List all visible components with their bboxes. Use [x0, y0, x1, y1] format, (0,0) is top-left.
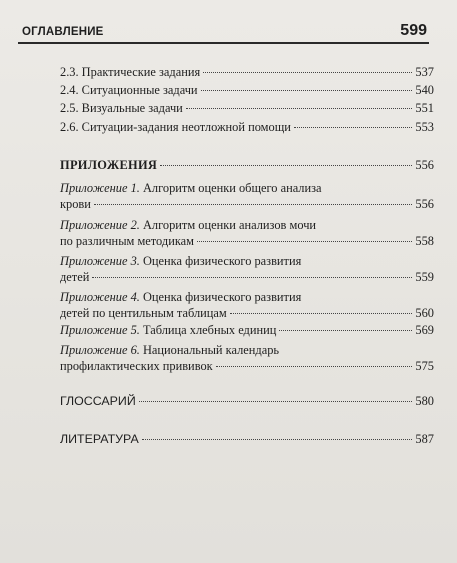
toc-appendix-heading[interactable] [60, 157, 434, 173]
appendix-heading-page: 556 [415, 158, 434, 172]
glossary-page: 580 [415, 394, 434, 408]
appendix-title-line2: профилактических прививок [60, 359, 213, 373]
leader-dots [139, 401, 413, 402]
leader-dots [279, 330, 412, 331]
appendix-prefix: Приложение 1. [60, 181, 140, 195]
appendix-page: 575 [415, 359, 434, 373]
leader-dots [186, 108, 413, 109]
toc-appendix-entry[interactable] [60, 217, 434, 249]
leader-dots [160, 165, 412, 166]
leader-dots [142, 439, 413, 440]
toc-appendix-entry[interactable] [60, 180, 434, 212]
appendix-title-line1: Алгоритм оценки общего анализа [139, 181, 322, 195]
toc-appendix-entry[interactable] [60, 289, 434, 321]
toc-entry[interactable] [60, 64, 434, 80]
appendix-title-line1: Алгоритм оценки анализов мочи [139, 218, 317, 232]
leader-dots [92, 277, 412, 278]
toc-entry-label: 2.6. Ситуации-задания неотложной помощи [60, 120, 291, 134]
appendix-page: 569 [415, 323, 434, 337]
toc-entry-page: 551 [415, 101, 434, 115]
appendix-prefix: Приложение 4. [60, 290, 140, 304]
toc-entry-label: 2.4. Ситуационные задачи [60, 83, 198, 97]
appendix-page: 559 [415, 270, 434, 284]
appendix-page: 556 [415, 197, 434, 211]
appendix-title-line1: Оценка физического развития [139, 290, 302, 304]
appendix-prefix: Приложение 6. [60, 343, 140, 357]
leader-dots [94, 204, 413, 205]
leader-dots [216, 366, 413, 367]
toc-entry[interactable] [60, 100, 434, 116]
appendix-page: 560 [415, 306, 434, 320]
header-page-number: 599 [400, 22, 427, 39]
appendix-title-line2: детей по центильным таблицам [60, 306, 227, 320]
appendix-title-line1: Таблица хлебных единиц [139, 323, 277, 337]
toc-entry-page: 553 [415, 120, 434, 134]
literature-label: ЛИТЕРАТУРА [60, 432, 139, 446]
toc-entry[interactable] [60, 119, 434, 135]
header-title: ОГЛАВЛЕНИЕ [22, 26, 104, 38]
leader-dots [294, 127, 413, 128]
toc-entry-page: 540 [415, 83, 434, 97]
appendix-heading-label: ПРИЛОЖЕНИЯ [60, 158, 158, 172]
toc-appendix-entry[interactable] [60, 342, 434, 374]
appendix-title-line1: Национальный календарь [139, 343, 280, 357]
toc-entry-label: 2.5. Визуальные задачи [60, 101, 183, 115]
toc-glossary-entry[interactable] [60, 393, 434, 409]
toc-entry-label: 2.3. Практические задания [60, 65, 201, 79]
leader-dots [197, 241, 412, 242]
appendix-prefix: Приложение 3. [60, 254, 140, 268]
toc-entry[interactable] [60, 82, 434, 98]
leader-dots [201, 90, 413, 91]
toc-appendix-entry[interactable] [60, 322, 434, 338]
appendix-prefix: Приложение 2. [60, 218, 140, 232]
leader-dots [230, 313, 413, 314]
leader-dots [203, 72, 412, 73]
glossary-label: ГЛОССАРИЙ [60, 394, 136, 408]
appendix-prefix: Приложение 5. [60, 323, 140, 337]
toc-literature-entry[interactable] [60, 431, 434, 447]
appendix-title-line2: крови [60, 197, 91, 211]
appendix-title-line2: по различным методикам [60, 234, 194, 248]
toc-entry-page: 537 [415, 65, 434, 79]
toc-appendix-entry[interactable] [60, 253, 434, 285]
appendix-page: 558 [415, 234, 434, 248]
appendix-title-line1: Оценка физического развития [139, 254, 302, 268]
literature-page: 587 [415, 432, 434, 446]
appendix-title-line2: детей [60, 270, 90, 284]
